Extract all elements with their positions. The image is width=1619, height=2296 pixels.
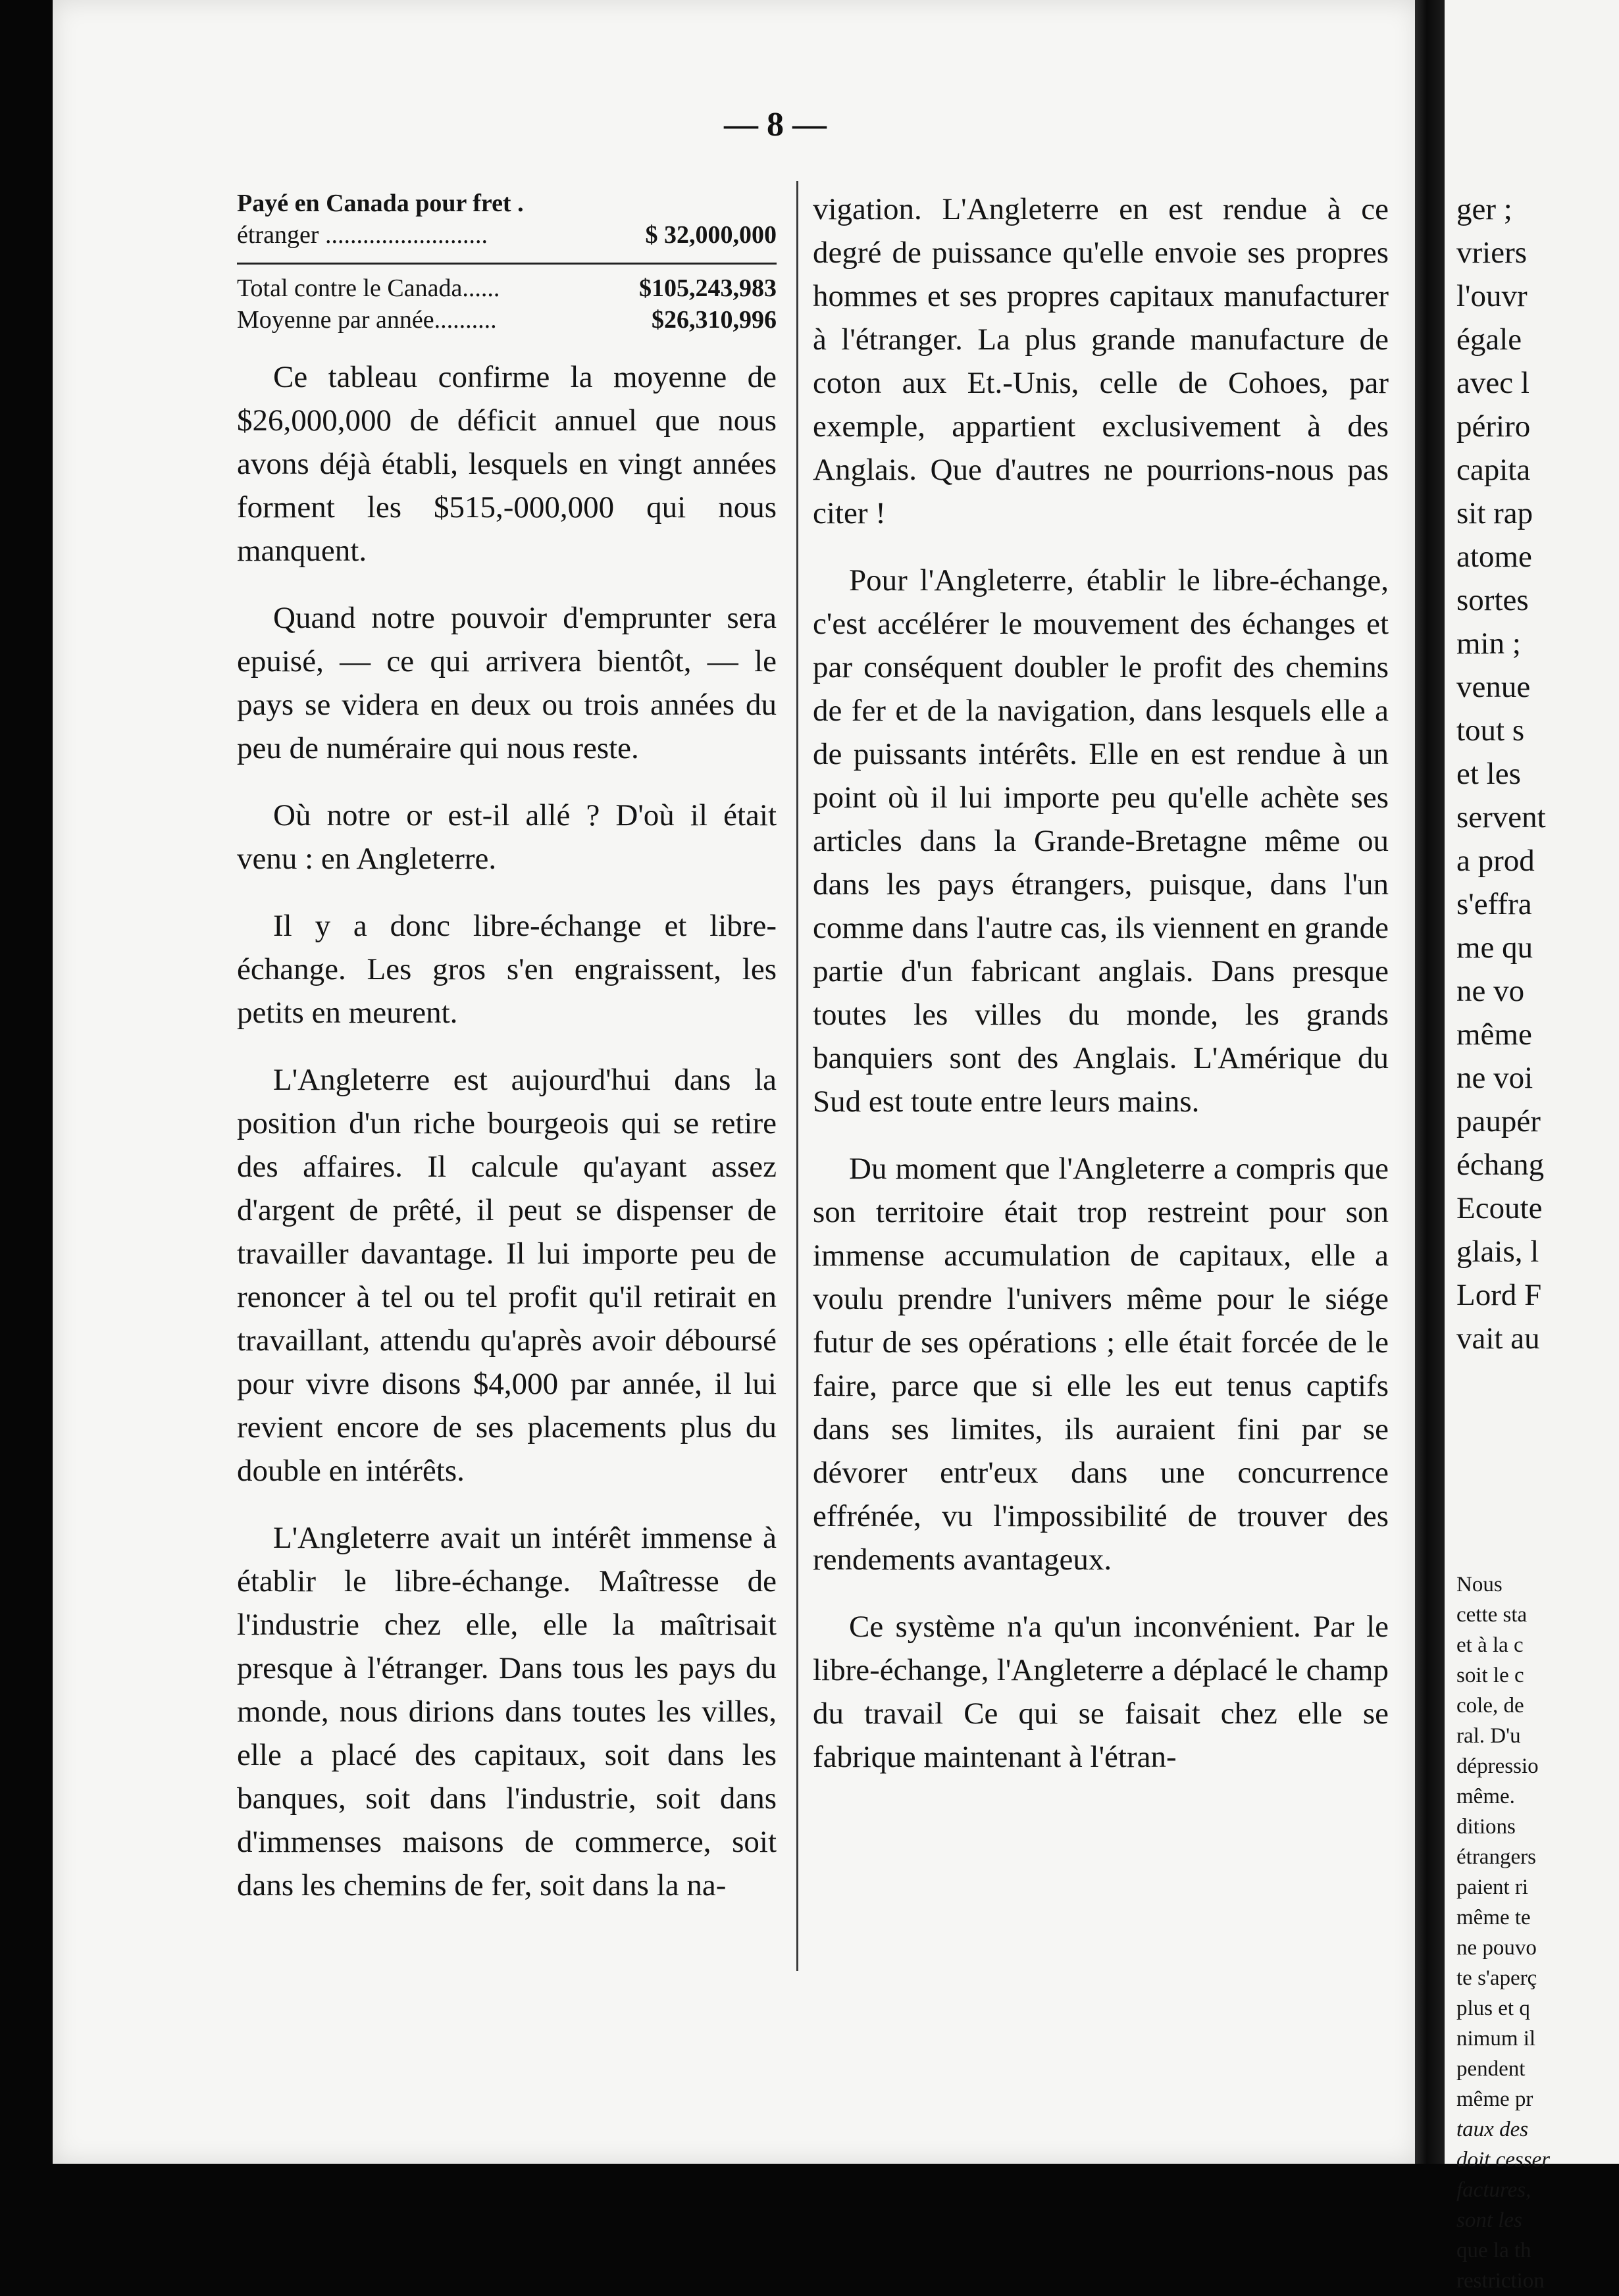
facing-line: avec l	[1456, 366, 1529, 400]
facing-footnote-line: dépressio	[1456, 1754, 1539, 1778]
facing-footnote-line: cole, de	[1456, 1694, 1524, 1718]
facing-line: atome	[1456, 540, 1532, 574]
facing-line: et les	[1456, 757, 1521, 791]
facing-line: paupér	[1456, 1104, 1541, 1138]
facing-footnote-line: étrangers	[1456, 1845, 1536, 1869]
table-row	[237, 304, 777, 336]
facing-line: Ecoute	[1456, 1191, 1543, 1225]
facing-line: capita	[1456, 453, 1531, 487]
facing-line: vait au	[1456, 1321, 1540, 1356]
facing-line: venue	[1456, 670, 1531, 704]
facing-line: Lord F	[1456, 1278, 1542, 1312]
facing-line: ne vo	[1456, 974, 1525, 1008]
facing-footnote-line: factures,	[1456, 2178, 1531, 2202]
facing-line: l'ouvr	[1456, 279, 1528, 313]
table-value: $26,310,996	[652, 306, 777, 334]
facing-footnote-line: ne pouvo	[1456, 1936, 1537, 1960]
facing-footnote-line: cette sta	[1456, 1603, 1528, 1627]
facing-footnote-line: Nous	[1456, 1573, 1503, 1596]
paragraph: Où notre or est-il allé ? D'où il était venu : en Angleterre.	[237, 798, 777, 876]
facing-line: périro	[1456, 409, 1531, 444]
table-label: étranger ..........................	[237, 221, 488, 249]
facing-line: glais, l	[1456, 1235, 1539, 1269]
facing-footnote-line: pendent	[1456, 2057, 1526, 2081]
facing-footnote-line: doit cesser	[1456, 2148, 1551, 2172]
facing-footnote-line: ditions	[1456, 1815, 1516, 1839]
facing-footnote-line: te s'aperç	[1456, 1966, 1537, 1990]
table-label: Moyenne par année..........	[237, 306, 497, 334]
table-value: $105,243,983	[639, 274, 777, 302]
facing-line: sortes	[1456, 583, 1529, 617]
column-divider	[796, 181, 798, 1971]
facing-page-footnote	[1456, 1569, 1550, 2296]
paragraph: Ce tableau confirme la moyenne de $26,000,000 de déficit annuel que nous avons déjà établi, lesquels en vingt années forment les $515,-000,000 qui nous manquent.	[237, 360, 777, 568]
facing-footnote-line: que la th	[1456, 2239, 1531, 2262]
book-spine	[1415, 0, 1445, 2164]
table-row	[237, 272, 777, 304]
left-column	[237, 188, 777, 1931]
facing-line: égale	[1456, 322, 1522, 357]
facing-line: ne voi	[1456, 1061, 1533, 1095]
facing-footnote-line: ral. D'u	[1456, 1724, 1521, 1748]
facing-page-text	[1456, 188, 1546, 1360]
middle-column	[813, 188, 1389, 1802]
paragraph: L'Angleterre avait un intérêt immense à établir le libre-échange. Maîtresse de l'industrie chez elle, elle la maîtrisait presque à l'étranger. Dans tous les pays du monde, nous dirions dans toutes les villes, elle a placé des capitaux, soit dans les banques, soit dans l'industrie, soit dans d'immenses maisons de commerce, soit dans les chemins de fer, soit dans la na-	[237, 1521, 777, 1902]
facing-line: même	[1456, 1017, 1532, 1052]
table-row	[237, 219, 777, 251]
facing-line: s'effra	[1456, 887, 1532, 921]
facing-footnote-line: et à la c	[1456, 1633, 1524, 1657]
facing-footnote-line: nimum il	[1456, 2027, 1536, 2051]
facing-line: échang	[1456, 1148, 1545, 1182]
table-label: Total contre le Canada......	[237, 274, 500, 302]
facing-footnote-line: même pr	[1456, 2087, 1533, 2111]
facing-footnote-line: plus et q	[1456, 1997, 1530, 2020]
facing-footnote-line: soit le c	[1456, 1664, 1524, 1687]
page-number: — 8 —	[724, 106, 827, 143]
facing-footnote-line: taux des	[1456, 2118, 1529, 2141]
facing-footnote-line: même.	[1456, 1785, 1515, 1808]
facing-footnote-line: même te	[1456, 1906, 1531, 1929]
freight-table	[237, 188, 777, 336]
paragraph: Quand notre pouvoir d'emprunter sera epuisé, — ce qui arrivera bientôt, — le pays se videra en deux ou trois années du peu de numéraire qui nous reste.	[237, 601, 777, 765]
facing-line: sit rap	[1456, 496, 1533, 530]
paragraph: Pour l'Angleterre, établir le libre-échange, c'est accélérer le mouvement des échanges et par conséquent doubler le profit des chemins de fer et de la navigation, dans lesquels elle a de puissants intérêts. Elle en est rendue à un point où il lui importe peu qu'elle achète ses articles dans la Grande-Bretagne même ou dans les pays étrangers, puisque, dans l'un comme dans l'autre cas, ils viennent en grande partie d'un fabricant anglais. Dans presque toutes les villes du monde, les grands banquiers sont des Anglais. L'Amérique du Sud est toute entre leurs mains.	[813, 563, 1389, 1119]
facing-line: me qu	[1456, 931, 1533, 965]
facing-footnote-line: restriction	[1456, 2269, 1545, 2293]
paragraph: Du moment que l'Angleterre a compris que son territoire était trop restreint pour son immense accumulation de capitaux, elle a voulu prendre l'univers même pour le siége futur de ses opérations ; elle était forcée de le faire, parce que si elle les eut tenus captifs dans ses limites, ils auraient fini par se dévorer entr'eux dans une concurrence effrénée, vu l'impossibilité de trouver des rendements avantageux.	[813, 1152, 1389, 1577]
paragraph: vigation. L'Angleterre en est rendue à ce degré de puissance qu'elle envoie ses propres hommes et ses propres capitaux manufacturer à l'étranger. La plus grande manufacture de coton aux Et.-Unis, celle de Cohoes, par exemple, appartient exclusivement à des Anglais. Que d'autres ne pourrions-nous pas citer !	[813, 192, 1389, 530]
facing-line: tout s	[1456, 713, 1525, 748]
facing-line: a prod	[1456, 844, 1535, 878]
facing-line: vriers	[1456, 236, 1528, 270]
facing-footnote-line: sont les	[1456, 2208, 1522, 2232]
table-row-label-a: Payé en Canada pour fret .	[237, 190, 524, 217]
facing-line: ger ;	[1456, 192, 1512, 226]
paragraph: Il y a donc libre-échange et libre-échange. Les gros s'en engraissent, les petits en meurent.	[237, 909, 777, 1030]
facing-footnote-line: paient ri	[1456, 1875, 1529, 1899]
facing-line: servent	[1456, 800, 1546, 834]
paragraph: Ce système n'a qu'un inconvénient. Par le libre-échange, l'Angleterre a déplacé le champ du travail Ce qui se faisait chez elle se fabrique maintenant à l'étran-	[813, 1610, 1389, 1774]
facing-line: min ;	[1456, 626, 1521, 661]
paragraph: L'Angleterre est aujourd'hui dans la position d'un riche bourgeois qui se retire des affaires. Il calcule qu'ayant assez d'argent de prêté, il peut se dispenser de travailler davantage. Il lui importe peu de renoncer à tel ou tel profit qu'il retirait en travaillant, attendu qu'après avoir déboursé pour vivre disons $4,000 par année, il lui revient encore de ses placements plus du double en intérêts.	[237, 1063, 777, 1488]
table-divider	[237, 263, 777, 265]
facing-page	[1445, 0, 1619, 2293]
table-value: $ 32,000,000	[645, 221, 777, 249]
